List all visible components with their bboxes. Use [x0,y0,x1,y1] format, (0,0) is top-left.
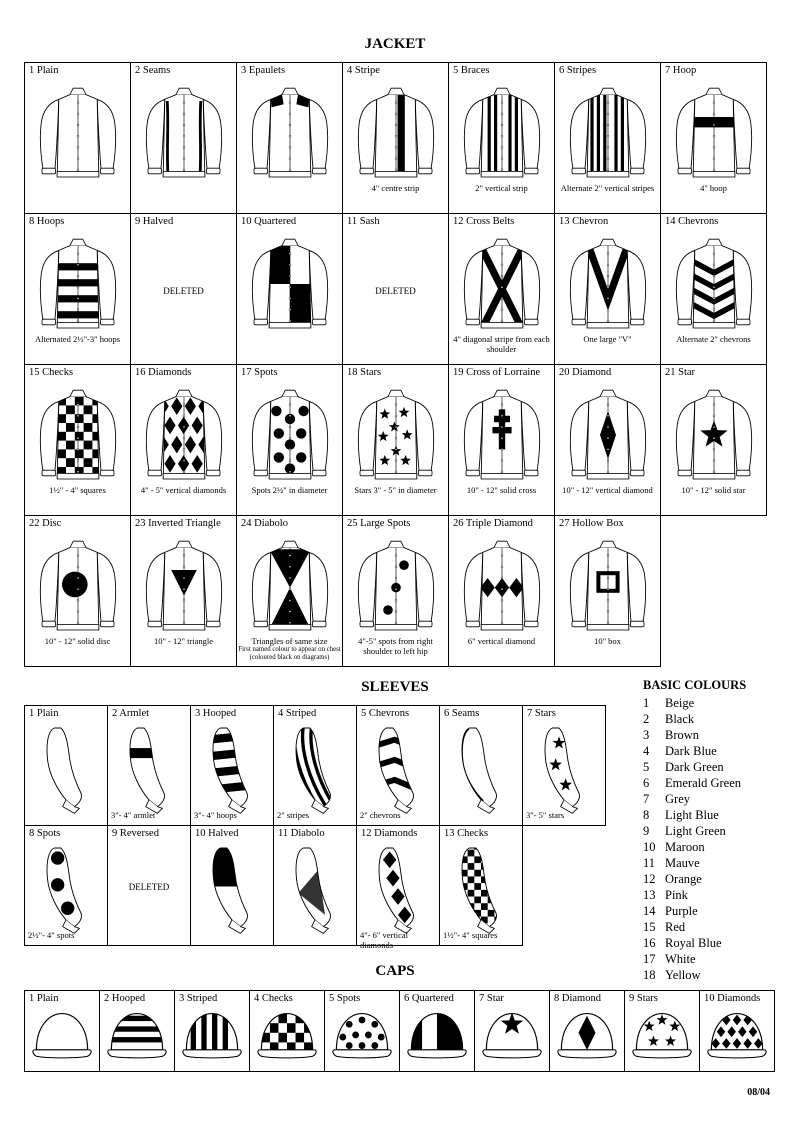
jacket-cell-15-checks [24,364,131,516]
colour-number: 13 [643,888,656,902]
sleeve-label: 3 Hooped [195,708,237,719]
jacket-label: 8 Hoops [29,216,65,227]
sleeve-label: 12 Diamonds [361,828,418,839]
jacket-checks-illustration [32,387,124,491]
jacket-disc-illustration [32,538,124,642]
cap-cell-9-stars [624,990,700,1072]
jacket-cell-9-halved [130,213,237,365]
cap-striped-illustration [180,1009,244,1063]
jacket-caption: 10" - 12" vertical diamond [562,485,653,495]
colour-name: Beige [665,696,695,710]
jacket-largespots-illustration [350,538,442,642]
jacket-cell-12-cross-belts [448,213,555,365]
colour-name: Dark Blue [665,744,717,758]
jacket-cell-8-hoops [24,213,131,365]
cap-cell-2-hooped [99,990,175,1072]
jacket-cell-26-triple-diamond [448,515,555,667]
jacket-caption: 10" - 12" triangle [153,636,214,646]
colour-name: White [665,952,696,966]
sleeve-cell-12-diamonds [356,825,440,950]
cap-star-illustration [480,1009,544,1063]
sleeve-label: 10 Halved [195,828,239,839]
colour-name: Purple [665,904,698,918]
sleeve-caption: 2" chevrons [360,810,401,820]
colour-number: 16 [643,936,656,950]
jacket-caption-note: First named colour to appear on chest (coloured black on diagrams) [238,646,341,661]
cap-stars-illustration [630,1009,694,1063]
deleted-note: DELETED [163,286,204,296]
sleeve-cell-13-checks [439,825,523,946]
colour-item [643,695,746,711]
colour-item [643,919,746,935]
caps-title: CAPS [375,963,415,979]
sleeve-label: 11 Diabolo [278,828,325,839]
sleeve-cell-1-plain [24,705,108,826]
jacket-label: 24 Diabolo [241,518,288,529]
jacket-plain-illustration [32,85,124,189]
deleted-note: DELETED [128,882,170,892]
cap-cell-3-striped [174,990,250,1072]
jacket-caption: One large "V" [583,334,632,344]
cap-cell-10-diamonds [699,990,775,1072]
jacket-crossbelts-illustration [456,236,548,340]
jacket-caption: Spots 2½" in diameter [251,485,328,495]
colour-number: 1 [643,696,650,710]
jacket-cell-13-chevron [554,213,661,365]
colour-number: 15 [643,920,656,934]
jacket-label: 6 Stripes [559,65,597,76]
colour-item [643,711,746,727]
sleeves-title: SLEEVES [361,679,429,695]
colour-name: Orange [665,872,702,886]
cap-label: 1 Plain [29,993,59,1004]
jacket-hoops-illustration [32,236,124,340]
jacket-cell-10-quartered [236,213,343,365]
jacket-cell-22-disc [24,515,131,667]
basic-colours-title: BASIC COLOURS [643,678,747,692]
jacket-triangle-illustration [138,538,230,642]
sleeve-hooped-illustration [197,723,267,815]
sleeve-striped-illustration [280,723,350,815]
colour-name: Light Blue [665,808,719,822]
jacket-label: 2 Seams [135,65,171,76]
jacket-lorraine-illustration [456,387,548,491]
colour-item [643,967,746,983]
cap-cell-1-plain [24,990,100,1072]
sleeve-caption: 1½"- 4" squares [443,930,498,940]
colour-number: 14 [643,904,656,918]
jacket-cell-19-cross-of-lorraine [448,364,555,516]
colour-item [643,727,746,743]
jacket-hoop-illustration [668,85,760,189]
jacket-cell-25-large-spots [342,515,449,667]
jacket-spots-illustration [244,387,336,491]
jacket-label: 5 Braces [453,65,490,76]
colour-name: Brown [665,728,700,742]
colour-name: Grey [665,792,690,806]
jacket-quartered-illustration [244,236,336,340]
jacket-cell-27-hollow-box [554,515,661,667]
jacket-cell-7-hoop [660,62,767,214]
sleeve-diabolo-illustration [280,843,350,935]
jacket-label: 20 Diamond [559,367,612,378]
jacket-label: 19 Cross of Lorraine [453,367,541,378]
jacket-caption: Alternated 2½"-3" hoops [34,334,121,344]
cap-label: 4 Checks [254,993,293,1004]
jacket-diamond-illustration [562,387,654,491]
jacket-cell-17-spots [236,364,343,516]
sleeve-cell-5-chevrons [356,705,440,826]
colour-item [643,775,746,791]
jacket-label: 1 Plain [29,65,59,76]
sleeve-cell-3-hooped [190,705,274,826]
jacket-caption: 4" hoop [700,183,727,193]
jacket-label: 16 Diamonds [135,367,192,378]
sleeve-cell-9-reversed [107,825,191,946]
jacket-epaulets-illustration [244,85,336,189]
colour-name: Emerald Green [665,776,742,790]
sleeve-seams-illustration [446,723,516,815]
jacket-star-illustration [668,387,760,491]
sleeve-caption: 4"- 6" vertical diamonds [360,930,409,950]
colour-item [643,839,746,855]
jacket-label: 25 Large Spots [347,518,411,529]
sleeve-label: 2 Armlet [112,708,150,719]
sleeve-label: 6 Seams [444,708,480,719]
sleeve-stars-illustration [529,723,599,815]
jacket-label: 9 Halved [135,216,174,227]
jacket-seams-illustration [138,85,230,189]
colour-name: Pink [665,888,688,902]
sleeve-label: 4 Striped [278,708,317,719]
sleeve-diamonds-illustration [363,843,433,935]
cap-cell-6-quartered [399,990,475,1072]
jacket-label: 21 Star [665,367,696,378]
colour-item [643,935,746,951]
sleeve-caption: 3"- 4" hoops [194,810,237,820]
jacket-cell-1-plain [24,62,131,214]
jacket-caption: 4"-5" spots from right shoulder to left hip [358,636,433,656]
cap-cell-8-diamond [549,990,625,1072]
sleeve-caption: 2" stripes [277,810,310,820]
sleeve-label: 1 Plain [29,708,59,719]
colour-item [643,823,746,839]
colour-number: 3 [643,728,650,742]
jacket-chevrons-illustration [668,236,760,340]
cap-label: 9 Stars [629,993,658,1004]
basic-colours [643,678,746,983]
cap-spots-illustration [330,1009,394,1063]
sleeve-label: 9 Reversed [112,828,159,839]
jacket-cell-5-braces [448,62,555,214]
sleeve-cell-8-spots [24,825,108,946]
sleeve-cell-7-stars [522,705,606,826]
cap-diamond-illustration [555,1009,619,1063]
sleeve-checks-illustration [446,843,516,935]
jacket-caption: Stars 3" - 5" in diameter [354,485,437,495]
cap-label: 8 Diamond [554,993,601,1004]
sleeve-cell-10-halved [190,825,274,946]
sleeve-armlet-illustration [114,723,184,815]
sleeve-plain-illustration [31,723,101,815]
sleeve-caption: 2½"- 4" spots [28,930,75,940]
jacket-label: 14 Chevrons [665,216,719,227]
jacket-label: 23 Inverted Triangle [135,518,221,529]
colour-name: Black [665,712,695,726]
colour-name: Yellow [665,968,701,982]
colour-number: 9 [643,824,650,838]
jacket-cell-3-epaulets [236,62,343,214]
jacket-caption: 2" vertical strip [475,183,528,193]
sleeve-cell-11-diabolo [273,825,357,946]
jacket-label: 12 Cross Belts [453,216,515,227]
jacket-caption: 1½" - 4" squares [49,485,106,495]
sleeve-spots-illustration [31,843,101,935]
sleeve-cell-6-seams [439,705,523,826]
jacket-stripe-illustration [350,85,442,189]
jacket-cell-21-star [660,364,767,516]
colour-number: 5 [643,760,650,774]
colours-list [643,695,746,983]
cap-quartered-illustration [405,1009,469,1063]
colour-item [643,743,746,759]
jacket-cell-18-stars [342,364,449,516]
jacket-label: 15 Checks [29,367,74,378]
page-code: 08/04 [747,1087,770,1098]
cap-diamonds-illustration [705,1009,769,1063]
cap-plain-illustration [30,1009,94,1063]
colour-name: Mauve [665,856,700,870]
colour-item [643,903,746,919]
jacket-cell-4-stripe [342,62,449,214]
colour-number: 18 [643,968,656,982]
sleeve-label: 7 Stars [527,708,556,719]
sleeve-label: 5 Chevrons [361,708,410,719]
jacket-triplediamond-illustration [456,538,548,642]
colour-number: 11 [643,856,656,870]
cap-hooped-illustration [105,1009,169,1063]
sleeve-label: 13 Checks [444,828,489,839]
jacket-label: 13 Chevron [559,216,609,227]
jacket-caption: 10" - 12" solid star [681,485,746,495]
jacket-diamonds-illustration [138,387,230,491]
colour-number: 8 [643,808,650,822]
deleted-note: DELETED [375,286,416,296]
jacket-label: 26 Triple Diamond [453,518,533,529]
jacket-caption: 4" diagonal stripe from each shoulder [453,334,550,354]
cap-label: 3 Striped [179,993,218,1004]
jacket-diabolo-illustration [244,538,336,642]
jacket-label: 4 Stripe [347,65,380,76]
jacket-label: 18 Stars [347,367,382,378]
colour-number: 17 [643,952,656,966]
colour-number: 6 [643,776,650,790]
sleeve-chevrons-illustration [363,723,433,815]
jacket-stars-illustration [350,387,442,491]
colour-item [643,807,746,823]
jacket-caption: 10" - 12" solid cross [466,485,537,495]
colour-name: Red [665,920,686,934]
colour-number: 4 [643,744,650,758]
jacket-cell-2-seams [130,62,237,214]
sleeve-cell-2-armlet [107,705,191,826]
jacket-cell-20-diamond [554,364,661,516]
colour-name: Light Green [665,824,726,838]
jacket-label: 7 Hoop [665,65,697,76]
colour-name: Maroon [665,840,705,854]
colour-number: 12 [643,872,656,886]
jacket-box-illustration [562,538,654,642]
jacket-caption: 6" vertical diamond [467,636,536,646]
colour-name: Royal Blue [665,936,722,950]
jacket-label: 22 Disc [29,518,62,529]
jacket-caption: Alternate 2" chevrons [676,334,751,344]
jacket-caption: 4" - 5" vertical diamonds [140,485,227,495]
colour-number: 7 [643,792,650,806]
sleeve-caption: 3"- 5" stars [526,810,565,820]
jacket-cell-16-diamonds [130,364,237,516]
jacket-caption: 10" box [594,636,621,646]
jacket-label: 3 Epaulets [241,65,286,76]
jacket-caption: Alternate 2" vertical stripes [560,183,655,193]
jacket-cell-24-diabolo [236,515,343,667]
cap-cell-7-star [474,990,550,1072]
cap-label: 2 Hooped [104,993,146,1004]
jacket-caption: 10" - 12" solid disc [44,636,111,646]
jacket-label: 27 Hollow Box [559,518,624,529]
cap-cell-4-checks [249,990,325,1072]
jacket-cell-14-chevrons [660,213,767,365]
colour-item [643,871,746,887]
jacket-braces-illustration [456,85,548,189]
colour-number: 10 [643,840,656,854]
cap-checks-illustration [255,1009,319,1063]
sleeve-cell-4-striped [273,705,357,826]
sleeve-label: 8 Spots [29,828,61,839]
colour-number: 2 [643,712,650,726]
jacket-caption: Triangles of same size [251,636,328,646]
jacket-cell-23-inverted-triangle [130,515,237,667]
sleeve-caption: 3"- 4" armlet [111,810,156,820]
jacket-label: 17 Spots [241,367,278,378]
cap-label: 7 Star [479,993,504,1004]
jacket-stripes-illustration [562,85,654,189]
cap-label: 5 Spots [329,993,361,1004]
colour-item [643,759,746,775]
colour-item [643,791,746,807]
sleeve-halved-illustration [197,843,267,935]
colour-item [643,951,746,967]
jacket-caption: 4" centre strip [371,183,420,193]
jacket-title: JACKET [364,36,426,52]
jacket-cell-11-sash [342,213,449,365]
colour-item [643,855,746,871]
jacket-label: 10 Quartered [241,216,297,227]
jacket-chevron-illustration [562,236,654,340]
jacket-cell-6-stripes [554,62,661,214]
jacket-label: 11 Sash [347,216,380,227]
colour-name: Dark Green [665,760,724,774]
colour-item [643,887,746,903]
cap-cell-5-spots [324,990,400,1072]
cap-label: 10 Diamonds [704,993,761,1004]
cap-label: 6 Quartered [404,993,454,1004]
